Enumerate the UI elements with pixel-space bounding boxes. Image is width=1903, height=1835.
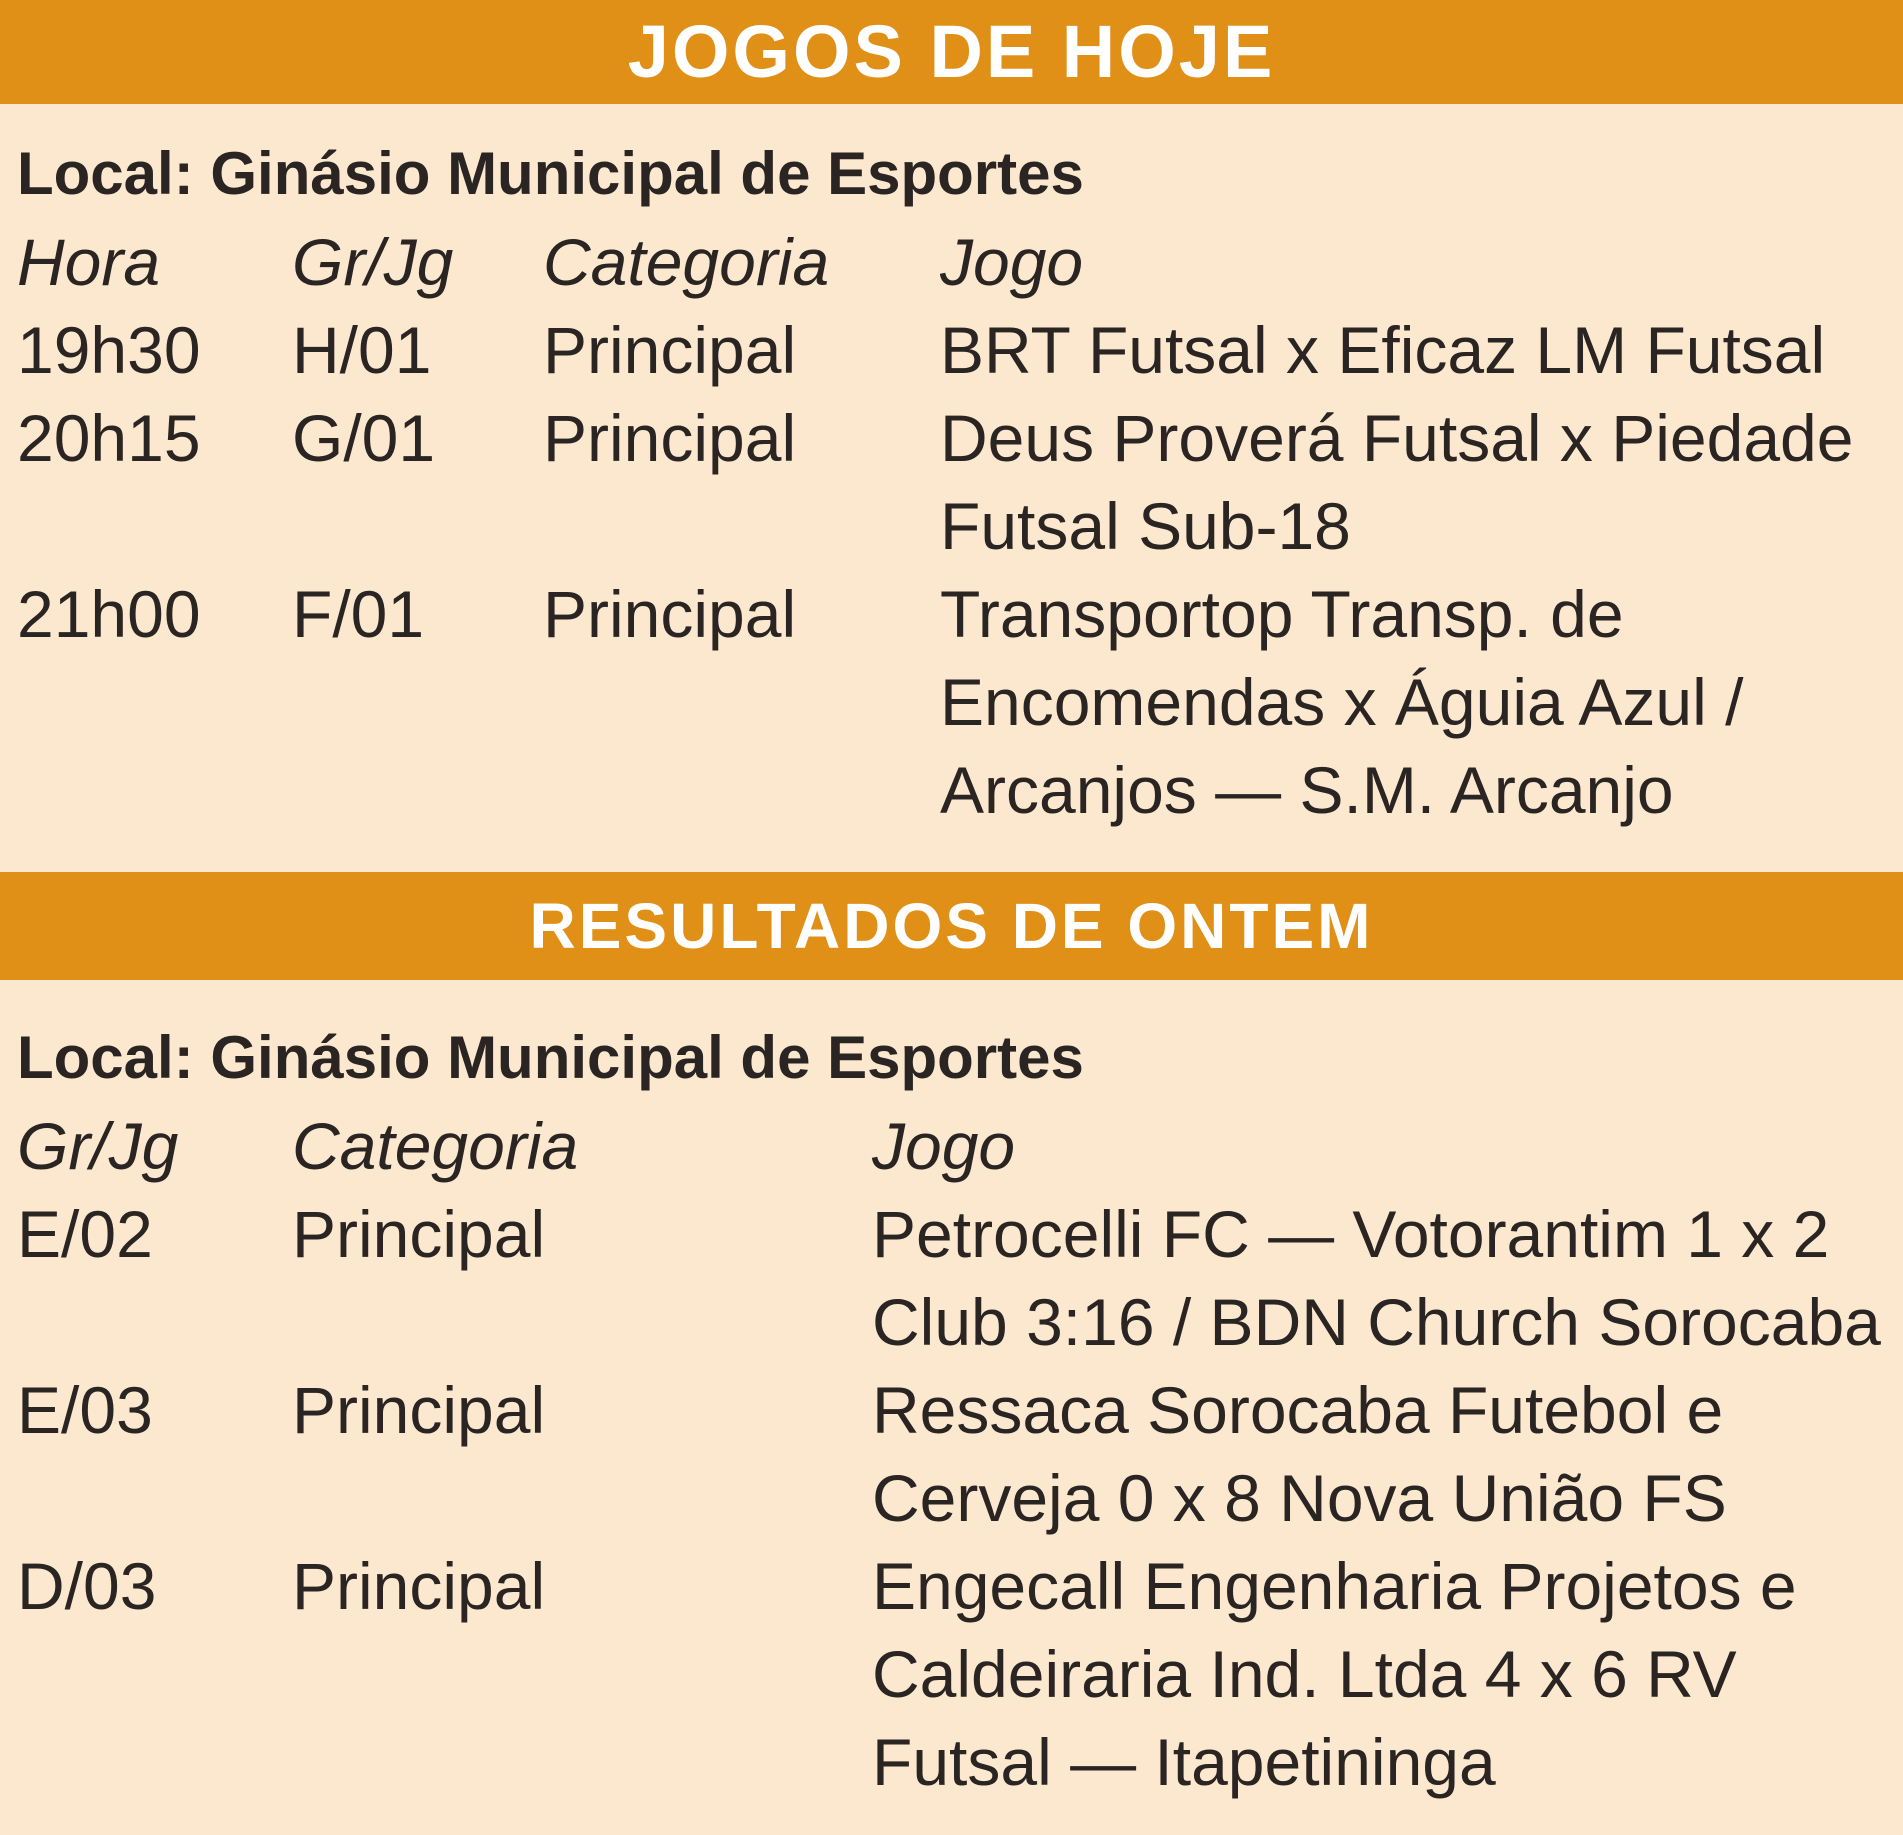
row-jogo-line: Deus Proverá Futsal x Piedade: [940, 401, 1854, 475]
row-categoria: Principal: [543, 577, 797, 651]
row-categoria: Principal: [292, 1549, 546, 1623]
row-grjg: E/03: [17, 1373, 153, 1447]
row-jogo-line: Futsal — Itapetininga: [872, 1725, 1496, 1799]
row-jogo: [940, 570, 1743, 834]
row-jogo-line: BRT Futsal x Eficaz LM Futsal: [940, 313, 1826, 387]
row-jogo-line: Caldeiraria Ind. Ltda 4 x 6 RV: [872, 1637, 1737, 1711]
row-hora: 20h15: [17, 401, 201, 475]
row-categoria: Principal: [292, 1373, 546, 1447]
row-categoria: Principal: [543, 401, 797, 475]
row-jogo-line: Ressaca Sorocaba Futebol e: [872, 1373, 1724, 1447]
row-grjg: G/01: [292, 401, 436, 475]
row-grjg: E/02: [17, 1197, 153, 1271]
row-jogo: [940, 394, 1853, 570]
header-jogo: Jogo: [872, 1109, 1016, 1183]
row-jogo-line: Engecall Engenharia Projetos e: [872, 1549, 1797, 1623]
today-local: Local: Ginásio Municipal de Esportes: [17, 140, 1084, 207]
row-jogo: [872, 1366, 1727, 1542]
row-hora: 21h00: [17, 577, 201, 651]
yesterday-title: RESULTADOS DE ONTEM: [0, 872, 1903, 980]
row-jogo-line: Futsal Sub-18: [940, 489, 1351, 563]
row-jogo-line: Encomendas x Águia Azul /: [940, 665, 1744, 739]
row-jogo: [940, 306, 1825, 394]
header-categoria: Categoria: [543, 225, 830, 299]
header-jogo: Jogo: [940, 225, 1084, 299]
row-jogo-line: Club 3:16 / BDN Church Sorocaba: [872, 1285, 1881, 1359]
row-grjg: F/01: [292, 577, 425, 651]
header-grjg: Gr/Jg: [292, 225, 454, 299]
row-jogo-line: Arcanjos — S.M. Arcanjo: [940, 753, 1674, 827]
row-jogo-line: Petrocelli FC — Votorantim 1 x 2: [872, 1197, 1830, 1271]
row-jogo-line: Cerveja 0 x 8 Nova União FS: [872, 1461, 1727, 1535]
row-categoria: Principal: [292, 1197, 546, 1271]
row-categoria: Principal: [543, 313, 797, 387]
row-hora: 19h30: [17, 313, 201, 387]
header-categoria: Categoria: [292, 1109, 579, 1183]
header-grjg: Gr/Jg: [17, 1109, 179, 1183]
row-jogo-line: Transportop Transp. de: [940, 577, 1624, 651]
header-hora: Hora: [17, 225, 161, 299]
row-jogo: [872, 1190, 1881, 1366]
row-grjg: D/03: [17, 1549, 157, 1623]
yesterday-local: Local: Ginásio Municipal de Esportes: [17, 1024, 1084, 1091]
row-grjg: H/01: [292, 313, 432, 387]
today-title: JOGOS DE HOJE: [0, 0, 1903, 104]
row-jogo: [872, 1542, 1797, 1806]
